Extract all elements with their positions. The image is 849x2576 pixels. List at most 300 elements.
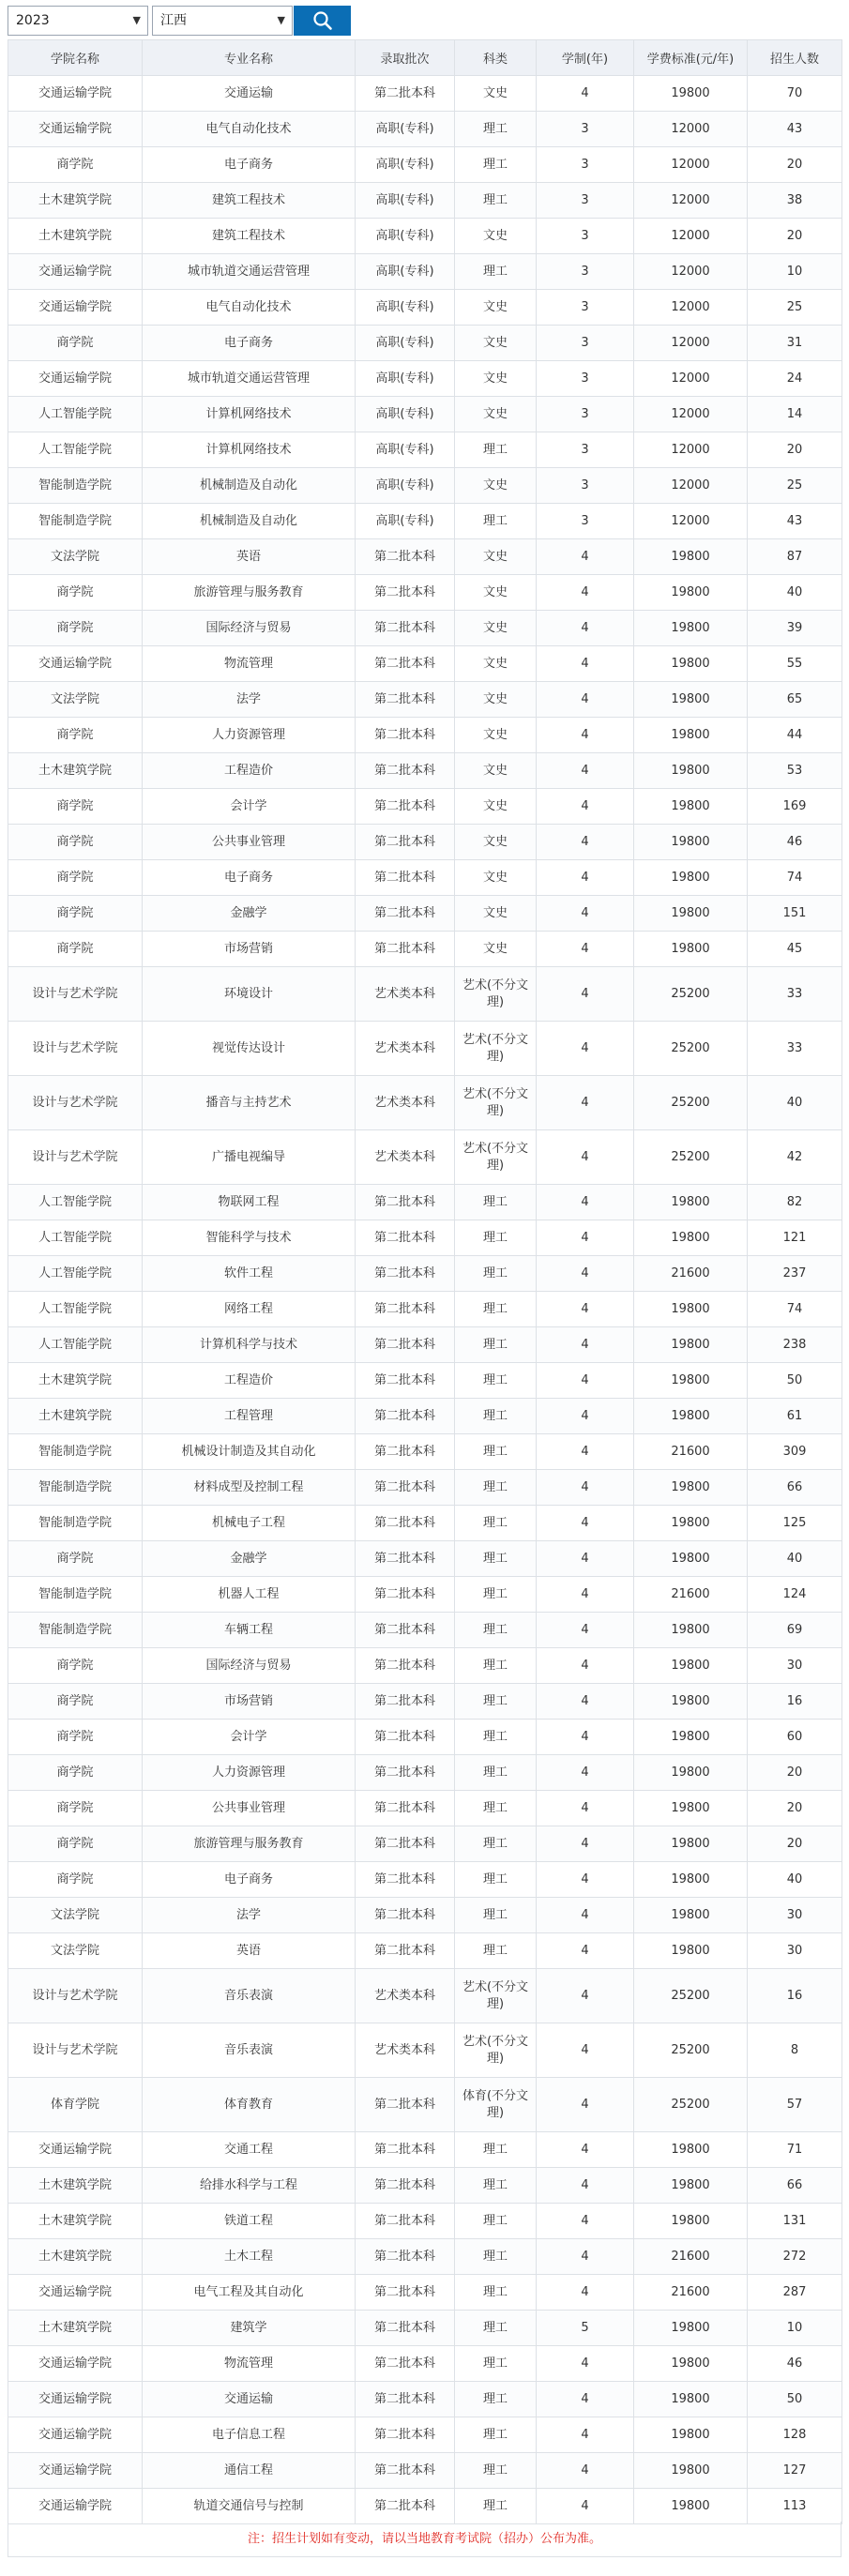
cell-tuition: 25200 [634, 2078, 748, 2132]
cell-batch: 第二批本科 [356, 1292, 455, 1327]
cell-category: 理工 [455, 1470, 537, 1506]
cell-college: 土木建筑学院 [8, 2311, 143, 2346]
cell-quota: 30 [748, 1933, 842, 1969]
cell-category: 理工 [455, 1720, 537, 1755]
cell-tuition: 19800 [634, 2132, 748, 2168]
table-row [8, 397, 842, 432]
cell-major: 旅游管理与服务教育 [143, 575, 356, 611]
cell-batch: 第二批本科 [356, 2382, 455, 2417]
table-row [8, 896, 842, 932]
cell-duration: 4 [537, 825, 634, 860]
search-icon [312, 10, 333, 31]
cell-category: 艺术(不分文理) [455, 1969, 537, 2023]
cell-category: 文史 [455, 825, 537, 860]
cell-category: 理工 [455, 1327, 537, 1363]
cell-college: 人工智能学院 [8, 1256, 143, 1292]
table-row [8, 504, 842, 539]
cell-batch: 高职(专科) [356, 468, 455, 504]
cell-batch: 高职(专科) [356, 397, 455, 432]
cell-category: 文史 [455, 575, 537, 611]
cell-duration: 4 [537, 1613, 634, 1648]
cell-category: 理工 [455, 2168, 537, 2204]
cell-quota: 43 [748, 112, 842, 147]
cell-batch: 第二批本科 [356, 1220, 455, 1256]
cell-college: 智能制造学院 [8, 1613, 143, 1648]
cell-batch: 高职(专科) [356, 112, 455, 147]
cell-quota: 61 [748, 1399, 842, 1434]
table-row [8, 2078, 842, 2132]
cell-batch: 第二批本科 [356, 2204, 455, 2239]
cell-college: 交通运输学院 [8, 254, 143, 290]
cell-duration: 3 [537, 183, 634, 219]
table-row [8, 575, 842, 611]
cell-duration: 4 [537, 718, 634, 753]
table-row [8, 1363, 842, 1399]
cell-batch: 第二批本科 [356, 896, 455, 932]
cell-duration: 4 [537, 2132, 634, 2168]
cell-batch: 第二批本科 [356, 1826, 455, 1862]
year-select-value: 2023 [16, 13, 50, 28]
cell-batch: 第二批本科 [356, 2453, 455, 2489]
cell-duration: 4 [537, 646, 634, 682]
cell-category: 理工 [455, 1577, 537, 1613]
table-header-row [8, 40, 842, 76]
cell-duration: 4 [537, 1577, 634, 1613]
cell-category: 理工 [455, 1292, 537, 1327]
cell-category: 理工 [455, 1541, 537, 1577]
table-row [8, 1826, 842, 1862]
cell-quota: 127 [748, 2453, 842, 2489]
cell-major: 工程造价 [143, 753, 356, 789]
cell-tuition: 12000 [634, 361, 748, 397]
cell-quota: 87 [748, 539, 842, 575]
cell-quota: 71 [748, 2132, 842, 2168]
cell-quota: 287 [748, 2275, 842, 2311]
cell-college: 交通运输学院 [8, 112, 143, 147]
cell-major: 软件工程 [143, 1256, 356, 1292]
cell-quota: 20 [748, 1791, 842, 1826]
cell-duration: 3 [537, 112, 634, 147]
cell-batch: 第二批本科 [356, 682, 455, 718]
cell-category: 艺术(不分文理) [455, 1022, 537, 1076]
cell-major: 会计学 [143, 789, 356, 825]
cell-tuition: 19800 [634, 2382, 748, 2417]
cell-major: 音乐表演 [143, 1969, 356, 2023]
cell-batch: 第二批本科 [356, 2346, 455, 2382]
cell-duration: 4 [537, 2168, 634, 2204]
table-row [8, 2168, 842, 2204]
cell-batch: 第二批本科 [356, 1933, 455, 1969]
cell-major: 车辆工程 [143, 1613, 356, 1648]
cell-category: 理工 [455, 2275, 537, 2311]
cell-batch: 艺术类本科 [356, 2023, 455, 2078]
cell-tuition: 19800 [634, 825, 748, 860]
cell-major: 通信工程 [143, 2453, 356, 2489]
cell-quota: 8 [748, 2023, 842, 2078]
cell-tuition: 21600 [634, 1577, 748, 1613]
cell-quota: 10 [748, 2311, 842, 2346]
cell-college: 人工智能学院 [8, 397, 143, 432]
cell-duration: 4 [537, 1399, 634, 1434]
cell-quota: 121 [748, 1220, 842, 1256]
cell-quota: 20 [748, 432, 842, 468]
cell-tuition: 12000 [634, 183, 748, 219]
cell-tuition: 19800 [634, 2453, 748, 2489]
table-row [8, 147, 842, 183]
cell-tuition: 12000 [634, 290, 748, 326]
table-row [8, 2346, 842, 2382]
table-row [8, 753, 842, 789]
cell-quota: 40 [748, 1862, 842, 1898]
cell-major: 计算机科学与技术 [143, 1327, 356, 1363]
table-row [8, 1022, 842, 1076]
table-row [8, 290, 842, 326]
cell-college: 设计与艺术学院 [8, 1022, 143, 1076]
cell-batch: 第二批本科 [356, 1613, 455, 1648]
cell-tuition: 12000 [634, 219, 748, 254]
cell-category: 理工 [455, 1399, 537, 1434]
table-row [8, 1862, 842, 1898]
cell-duration: 3 [537, 254, 634, 290]
cell-tuition: 19800 [634, 611, 748, 646]
cell-quota: 74 [748, 1292, 842, 1327]
cell-college: 商学院 [8, 1648, 143, 1684]
table-row [8, 2417, 842, 2453]
cell-major: 法学 [143, 682, 356, 718]
cell-tuition: 19800 [634, 682, 748, 718]
cell-category: 文史 [455, 932, 537, 967]
cell-category: 文史 [455, 860, 537, 896]
cell-category: 文史 [455, 468, 537, 504]
notice-text: 注：招生计划如有变动，请以当地教育考试院（招办）公布为准。 [8, 2522, 841, 2557]
table-row [8, 718, 842, 753]
cell-major: 体育教育 [143, 2078, 356, 2132]
header-major: 专业名称 [143, 40, 356, 76]
cell-tuition: 12000 [634, 254, 748, 290]
cell-category: 文史 [455, 611, 537, 646]
cell-batch: 第二批本科 [356, 1434, 455, 1470]
cell-quota: 131 [748, 2204, 842, 2239]
cell-tuition: 19800 [634, 1791, 748, 1826]
cell-category: 理工 [455, 254, 537, 290]
cell-batch: 第二批本科 [356, 1684, 455, 1720]
cell-duration: 3 [537, 326, 634, 361]
cell-duration: 4 [537, 76, 634, 112]
cell-quota: 74 [748, 860, 842, 896]
cell-major: 旅游管理与服务教育 [143, 1826, 356, 1862]
cell-category: 理工 [455, 147, 537, 183]
cell-college: 设计与艺术学院 [8, 2023, 143, 2078]
cell-tuition: 25200 [634, 2023, 748, 2078]
cell-college: 设计与艺术学院 [8, 1969, 143, 2023]
cell-quota: 60 [748, 1720, 842, 1755]
cell-college: 人工智能学院 [8, 432, 143, 468]
table-row [8, 1791, 842, 1826]
cell-duration: 4 [537, 1363, 634, 1399]
cell-tuition: 19800 [634, 1720, 748, 1755]
year-select[interactable] [8, 6, 148, 36]
cell-batch: 高职(专科) [356, 361, 455, 397]
cell-major: 国际经济与贸易 [143, 611, 356, 646]
table-row [8, 2132, 842, 2168]
cell-major: 机械设计制造及其自动化 [143, 1434, 356, 1470]
cell-category: 理工 [455, 1220, 537, 1256]
cell-major: 交通工程 [143, 2132, 356, 2168]
cell-tuition: 19800 [634, 1327, 748, 1363]
cell-batch: 第二批本科 [356, 1541, 455, 1577]
cell-tuition: 25200 [634, 967, 748, 1022]
table-row [8, 1898, 842, 1933]
cell-quota: 66 [748, 1470, 842, 1506]
cell-tuition: 25200 [634, 1969, 748, 2023]
cell-college: 商学院 [8, 1720, 143, 1755]
cell-major: 土木工程 [143, 2239, 356, 2275]
cell-college: 智能制造学院 [8, 468, 143, 504]
filter-bar [8, 6, 351, 36]
cell-quota: 69 [748, 1613, 842, 1648]
cell-batch: 高职(专科) [356, 326, 455, 361]
cell-category: 文史 [455, 682, 537, 718]
cell-category: 文史 [455, 76, 537, 112]
cell-quota: 70 [748, 76, 842, 112]
cell-category: 理工 [455, 1613, 537, 1648]
cell-major: 电气自动化技术 [143, 290, 356, 326]
cell-batch: 第二批本科 [356, 1755, 455, 1791]
cell-tuition: 21600 [634, 2239, 748, 2275]
cell-duration: 3 [537, 504, 634, 539]
cell-quota: 272 [748, 2239, 842, 2275]
cell-major: 视觉传达设计 [143, 1022, 356, 1076]
cell-batch: 第二批本科 [356, 2239, 455, 2275]
cell-quota: 30 [748, 1648, 842, 1684]
cell-tuition: 19800 [634, 1185, 748, 1220]
header-duration: 学制(年) [537, 40, 634, 76]
cell-batch: 艺术类本科 [356, 1130, 455, 1185]
cell-category: 文史 [455, 718, 537, 753]
cell-category: 理工 [455, 2417, 537, 2453]
cell-college: 文法学院 [8, 1933, 143, 1969]
cell-quota: 20 [748, 1826, 842, 1862]
cell-major: 环境设计 [143, 967, 356, 1022]
cell-tuition: 19800 [634, 1541, 748, 1577]
cell-duration: 4 [537, 1185, 634, 1220]
cell-tuition: 21600 [634, 1256, 748, 1292]
cell-batch: 第二批本科 [356, 611, 455, 646]
cell-batch: 第二批本科 [356, 1470, 455, 1506]
table-row [8, 825, 842, 860]
cell-category: 理工 [455, 2453, 537, 2489]
cell-quota: 40 [748, 1541, 842, 1577]
table-row [8, 1399, 842, 1434]
cell-college: 商学院 [8, 932, 143, 967]
cell-tuition: 19800 [634, 1826, 748, 1862]
cell-tuition: 19800 [634, 1933, 748, 1969]
cell-category: 理工 [455, 1363, 537, 1399]
cell-batch: 第二批本科 [356, 2489, 455, 2524]
cell-duration: 4 [537, 789, 634, 825]
cell-college: 商学院 [8, 1791, 143, 1826]
cell-major: 建筑工程技术 [143, 219, 356, 254]
cell-duration: 4 [537, 2204, 634, 2239]
cell-category: 理工 [455, 1185, 537, 1220]
cell-quota: 45 [748, 932, 842, 967]
cell-quota: 24 [748, 361, 842, 397]
cell-quota: 238 [748, 1327, 842, 1363]
cell-duration: 3 [537, 397, 634, 432]
cell-quota: 66 [748, 2168, 842, 2204]
cell-quota: 33 [748, 967, 842, 1022]
cell-quota: 50 [748, 1363, 842, 1399]
cell-college: 交通运输学院 [8, 290, 143, 326]
header-category: 科类 [455, 40, 537, 76]
cell-quota: 31 [748, 326, 842, 361]
cell-college: 设计与艺术学院 [8, 1130, 143, 1185]
cell-major: 工程管理 [143, 1399, 356, 1434]
cell-duration: 4 [537, 932, 634, 967]
cell-major: 物联网工程 [143, 1185, 356, 1220]
cell-batch: 第二批本科 [356, 1791, 455, 1826]
table-row [8, 1648, 842, 1684]
cell-quota: 20 [748, 147, 842, 183]
cell-batch: 第二批本科 [356, 1256, 455, 1292]
cell-tuition: 12000 [634, 112, 748, 147]
cell-tuition: 19800 [634, 2346, 748, 2382]
cell-category: 文史 [455, 361, 537, 397]
cell-batch: 第二批本科 [356, 2275, 455, 2311]
cell-college: 土木建筑学院 [8, 753, 143, 789]
cell-batch: 第二批本科 [356, 2132, 455, 2168]
cell-tuition: 12000 [634, 468, 748, 504]
cell-quota: 57 [748, 2078, 842, 2132]
cell-tuition: 19800 [634, 860, 748, 896]
cell-category: 理工 [455, 1256, 537, 1292]
cell-quota: 43 [748, 504, 842, 539]
cell-tuition: 19800 [634, 1220, 748, 1256]
search-button[interactable] [294, 6, 351, 36]
cell-category: 理工 [455, 1434, 537, 1470]
cell-batch: 高职(专科) [356, 504, 455, 539]
cell-category: 文史 [455, 646, 537, 682]
cell-quota: 42 [748, 1130, 842, 1185]
chevron-down-icon: ▼ [132, 14, 141, 26]
cell-quota: 46 [748, 2346, 842, 2382]
cell-duration: 4 [537, 2382, 634, 2417]
cell-college: 商学院 [8, 789, 143, 825]
cell-major: 英语 [143, 539, 356, 575]
cell-tuition: 19800 [634, 1755, 748, 1791]
cell-batch: 第二批本科 [356, 539, 455, 575]
cell-major: 人力资源管理 [143, 718, 356, 753]
cell-duration: 4 [537, 1969, 634, 2023]
cell-batch: 第二批本科 [356, 2311, 455, 2346]
cell-category: 文史 [455, 290, 537, 326]
cell-category: 理工 [455, 504, 537, 539]
cell-duration: 4 [537, 2239, 634, 2275]
cell-duration: 4 [537, 1791, 634, 1826]
cell-quota: 65 [748, 682, 842, 718]
cell-duration: 4 [537, 2417, 634, 2453]
cell-batch: 第二批本科 [356, 718, 455, 753]
cell-tuition: 19800 [634, 789, 748, 825]
table-row [8, 539, 842, 575]
cell-duration: 4 [537, 1220, 634, 1256]
province-select[interactable] [152, 6, 293, 36]
table-row [8, 1130, 842, 1185]
cell-tuition: 19800 [634, 2311, 748, 2346]
cell-tuition: 12000 [634, 432, 748, 468]
table-row [8, 1292, 842, 1327]
cell-college: 人工智能学院 [8, 1220, 143, 1256]
cell-tuition: 12000 [634, 504, 748, 539]
cell-category: 理工 [455, 2239, 537, 2275]
cell-major: 轨道交通信号与控制 [143, 2489, 356, 2524]
cell-college: 文法学院 [8, 682, 143, 718]
cell-tuition: 19800 [634, 2204, 748, 2239]
cell-category: 理工 [455, 1898, 537, 1933]
cell-quota: 10 [748, 254, 842, 290]
cell-category: 理工 [455, 2204, 537, 2239]
cell-batch: 第二批本科 [356, 76, 455, 112]
cell-major: 播音与主持艺术 [143, 1076, 356, 1130]
cell-tuition: 19800 [634, 2489, 748, 2524]
cell-quota: 39 [748, 611, 842, 646]
cell-duration: 4 [537, 1076, 634, 1130]
cell-major: 英语 [143, 1933, 356, 1969]
cell-college: 商学院 [8, 1684, 143, 1720]
cell-college: 商学院 [8, 1826, 143, 1862]
cell-duration: 4 [537, 611, 634, 646]
cell-college: 体育学院 [8, 2078, 143, 2132]
cell-quota: 151 [748, 896, 842, 932]
cell-duration: 4 [537, 1292, 634, 1327]
cell-category: 文史 [455, 539, 537, 575]
header-batch: 录取批次 [356, 40, 455, 76]
cell-batch: 艺术类本科 [356, 1969, 455, 2023]
table-row [8, 646, 842, 682]
cell-tuition: 12000 [634, 147, 748, 183]
cell-college: 商学院 [8, 1862, 143, 1898]
cell-major: 机器人工程 [143, 1577, 356, 1613]
cell-category: 文史 [455, 896, 537, 932]
cell-batch: 高职(专科) [356, 183, 455, 219]
cell-category: 理工 [455, 2311, 537, 2346]
cell-major: 市场营销 [143, 932, 356, 967]
cell-category: 理工 [455, 1826, 537, 1862]
table-row [8, 1185, 842, 1220]
table-row [8, 2239, 842, 2275]
table-row [8, 2311, 842, 2346]
cell-quota: 124 [748, 1577, 842, 1613]
cell-major: 机械电子工程 [143, 1506, 356, 1541]
table-row [8, 1434, 842, 1470]
cell-tuition: 19800 [634, 1363, 748, 1399]
cell-major: 材料成型及控制工程 [143, 1470, 356, 1506]
cell-major: 机械制造及自动化 [143, 468, 356, 504]
table-row [8, 432, 842, 468]
cell-batch: 第二批本科 [356, 1399, 455, 1434]
cell-duration: 3 [537, 432, 634, 468]
table-row [8, 1933, 842, 1969]
cell-batch: 第二批本科 [356, 753, 455, 789]
cell-college: 土木建筑学院 [8, 219, 143, 254]
cell-duration: 4 [537, 753, 634, 789]
cell-major: 物流管理 [143, 646, 356, 682]
header-quota: 招生人数 [748, 40, 842, 76]
table-row [8, 2275, 842, 2311]
cell-category: 理工 [455, 112, 537, 147]
table-row [8, 682, 842, 718]
cell-college: 交通运输学院 [8, 2453, 143, 2489]
